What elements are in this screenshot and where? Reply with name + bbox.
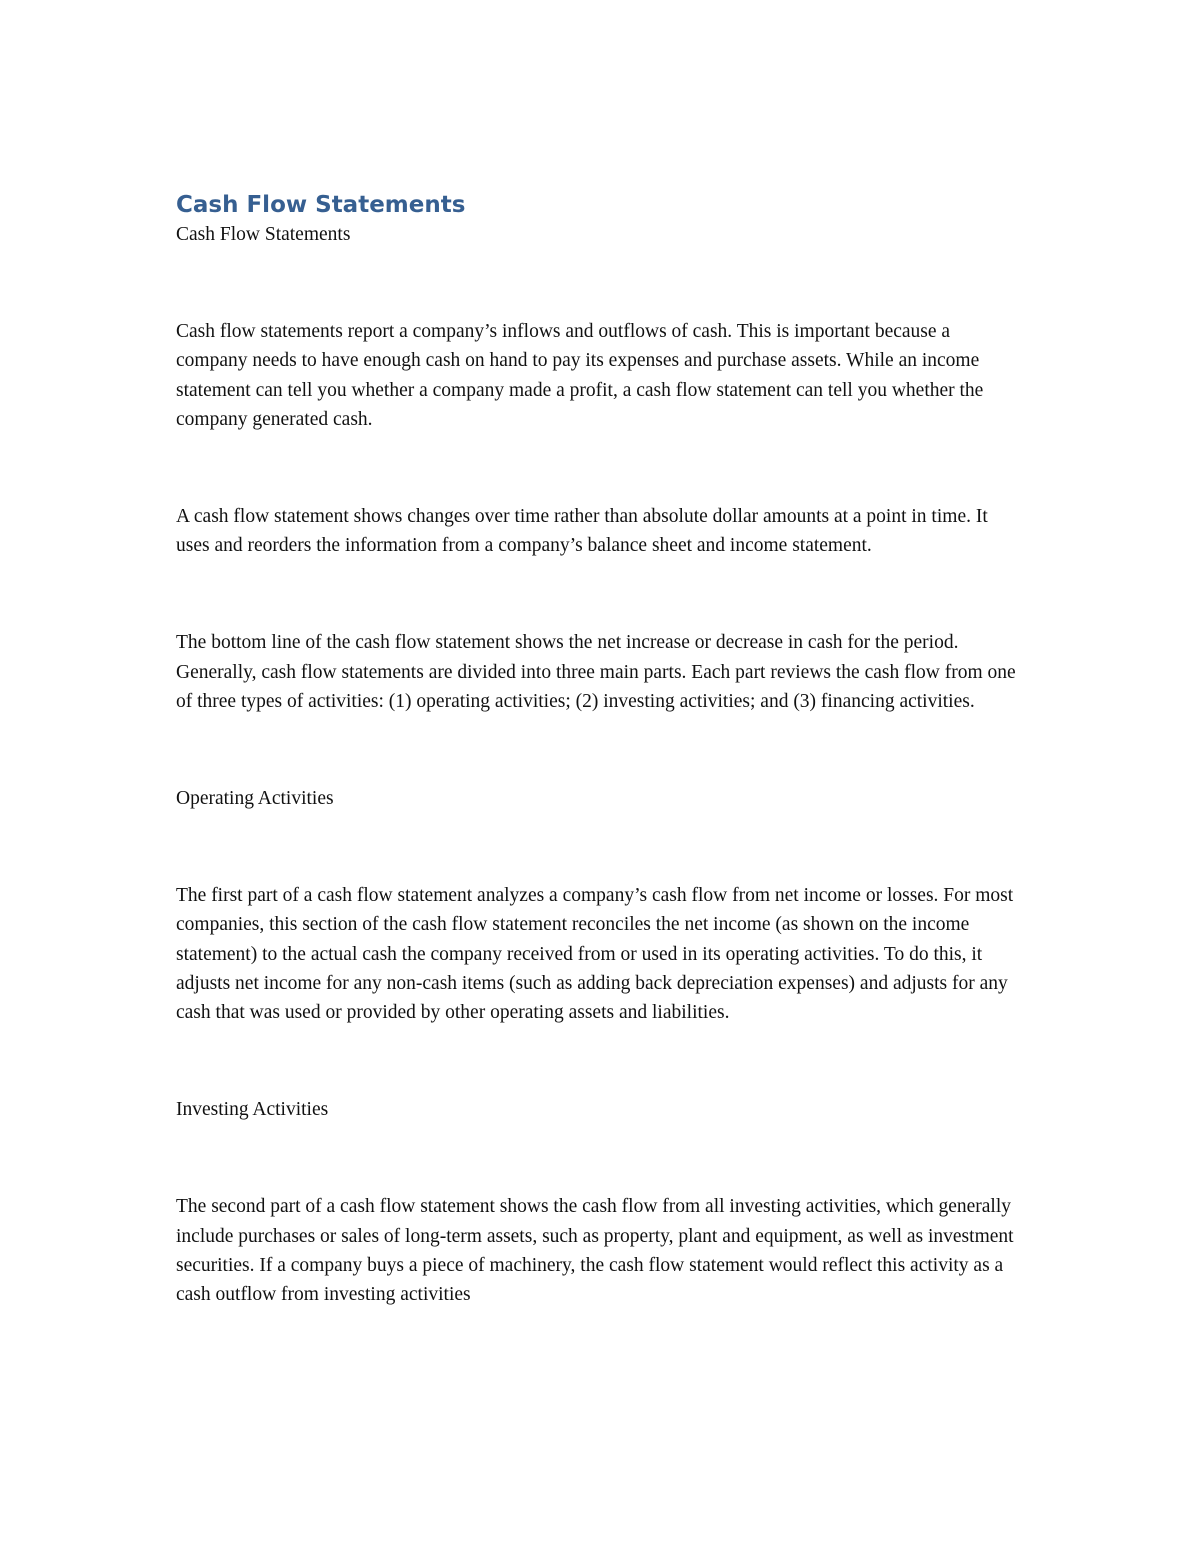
document-subtitle: Cash Flow Statements (176, 224, 351, 245)
section-heading-operating: Operating Activities (176, 788, 334, 810)
document-title: Cash Flow Statements (176, 192, 466, 218)
section-body-investing: The second part of a cash flow statement shows the cash flow from all investing activities, which generally include purchases or sales of long-term assets, such as property, plant and equipment, as well as investment securities. If a company buys a piece of machinery, the cash flow statement would reflect this activity as a cash outflow from investing activities (176, 1196, 1014, 1306)
section-heading-investing: Investing Activities (176, 1099, 329, 1121)
section-body-operating: The first part of a cash flow statement analyzes a company’s cash flow from net income or losses. For most companies, this section of the cash flow statement reconciles the net income (as shown on the income statement) to the actual cash the company received from or used in its operating activities. To do this, it adjusts net income for any non-cash items (such as adding back depreciation expenses) and adjusts for any cash that was used or provided by other operating assets and liabilities. (176, 885, 1014, 1024)
document-body (176, 190, 1026, 1309)
intro-paragraph-3: The bottom line of the cash flow statement shows the net increase or decrease in cash for the period. Generally, cash flow statements are divided into three main parts. Each part reviews the cash flow from one of three types of activities: (1) operating activities; (2) investing activities; and (3) financing activities. (176, 632, 1016, 712)
intro-paragraph-1: Cash flow statements report a company’s inflows and outflows of cash. This is important because a company needs to have enough cash on hand to pay its expenses and purchase assets. While an income statement can tell you whether a company made a profit, a cash flow statement can tell you whether the company generated cash. (176, 321, 984, 430)
intro-paragraph-2: A cash flow statement shows changes over time rather than absolute dollar amounts at a point in time. It uses and reorders the information from a company’s balance sheet and income statement. (176, 506, 988, 557)
